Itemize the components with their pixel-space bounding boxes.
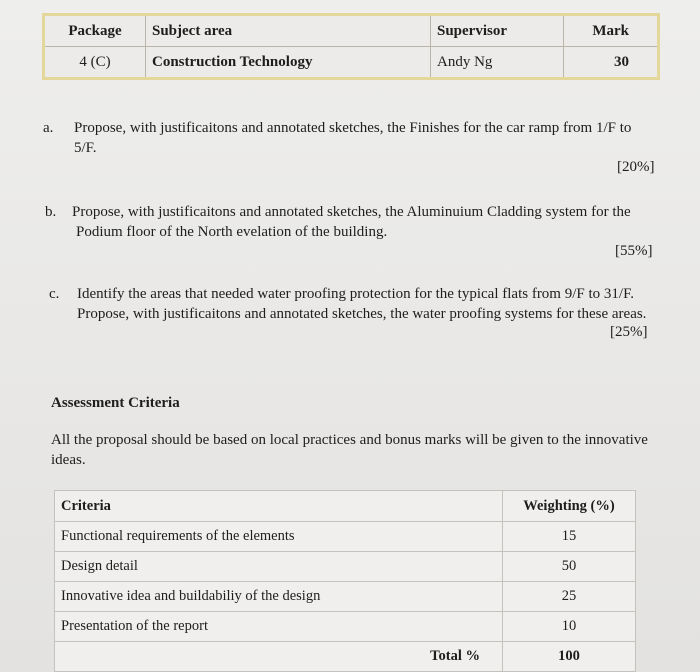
question-c-line-2: Propose, with justificaitons and annotated sketches, the water proofing systems for these areas. <box>77 306 647 322</box>
question-c-weight: [25%] <box>610 324 648 340</box>
package-info-table <box>42 13 660 80</box>
question-b-line-2: Podium floor of the North evelation of the building. <box>76 224 388 240</box>
criteria-header: Criteria <box>55 491 503 522</box>
question-b-label: b. <box>45 204 57 220</box>
criteria-cell: Design detail <box>55 552 503 582</box>
question-b-weight: [55%] <box>615 243 653 259</box>
table-row <box>55 612 636 642</box>
weighting-cell: 50 <box>503 552 636 582</box>
question-c-line-1: Identify the areas that needed water proofing protection for the typical flats from 9/F to 31/F. <box>77 286 634 302</box>
criteria-cell: Functional requirements of the elements <box>55 522 503 552</box>
table-row <box>55 522 636 552</box>
criteria-cell: Presentation of the report <box>55 612 503 642</box>
question-a-line-2: 5/F. <box>74 140 97 156</box>
package-value-row <box>44 47 659 79</box>
criteria-header-row <box>55 491 636 522</box>
total-row <box>55 642 636 672</box>
table-row <box>55 582 636 612</box>
mark-value: 30 <box>564 47 659 79</box>
question-b-line-1: Propose, with justificaitons and annotated sketches, the Aluminuium Cladding system for the <box>72 204 631 220</box>
header-supervisor: Supervisor <box>431 15 564 47</box>
supervisor-value: Andy Ng <box>431 47 564 79</box>
question-c-label: c. <box>49 286 60 302</box>
header-subject-area: Subject area <box>146 15 431 47</box>
assessment-note: All the proposal should be based on local practices and bonus marks will be given to the innovative ideas. <box>51 432 648 468</box>
weighting-cell: 15 <box>503 522 636 552</box>
weighting-header: Weighting (%) <box>503 491 636 522</box>
package-header-row <box>44 15 659 47</box>
assessment-criteria-title: Assessment Criteria <box>51 395 180 411</box>
total-value: 100 <box>503 642 636 672</box>
question-a-line-1: Propose, with justificaitons and annotated sketches, the Finishes for the car ramp from 1/F to <box>74 120 632 136</box>
weighting-cell: 25 <box>503 582 636 612</box>
header-package: Package <box>44 15 146 47</box>
package-value: 4 (C) <box>44 47 146 79</box>
weighting-cell: 10 <box>503 612 636 642</box>
question-a-weight: [20%] <box>617 159 655 175</box>
criteria-table <box>54 490 636 672</box>
subject-area-value: Construction Technology <box>146 47 431 79</box>
header-mark: Mark <box>564 15 659 47</box>
total-label: Total % <box>55 642 503 672</box>
question-a-label: a. <box>43 120 54 136</box>
criteria-cell: Innovative idea and buildabiliy of the design <box>55 582 503 612</box>
table-row <box>55 552 636 582</box>
